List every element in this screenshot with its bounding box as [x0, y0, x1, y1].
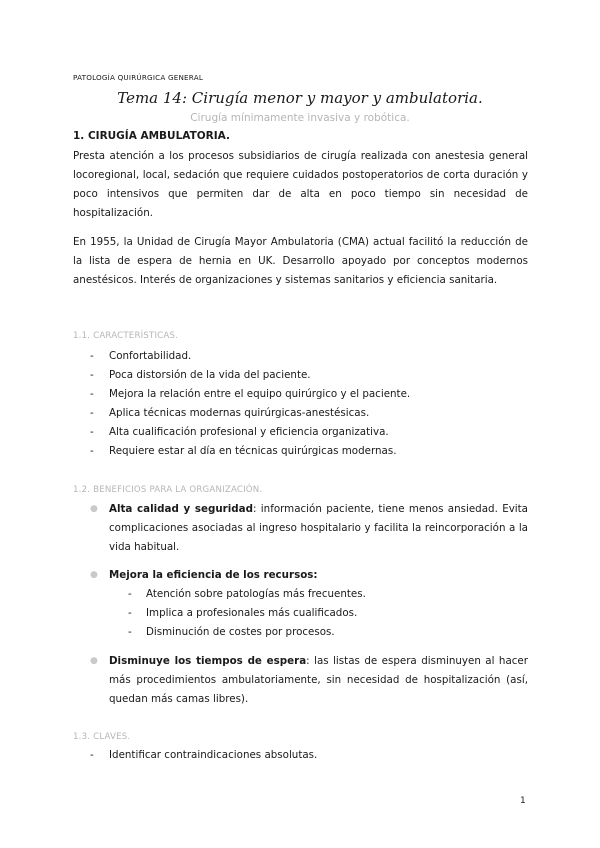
list-item: - Confortabilidad. — [90, 350, 192, 362]
list-item: - Atención sobre patologías más frecuentes. — [128, 588, 366, 600]
recursos-sublist — [128, 585, 528, 642]
course-name: PATOLOGÍA QUIRÚRGICA GENERAL — [73, 73, 204, 82]
list-item: - Poca distorsión de la vida del paciente. — [90, 369, 311, 381]
section-heading-cirugia-ambulatoria: 1. CIRUGÍA AMBULATORIA. — [73, 130, 230, 142]
bullet-dot: ● — [90, 656, 98, 666]
list-item: - Alta cualificación profesional y eficiencia organizativa. — [90, 426, 389, 438]
paragraph-intro: Presta atención a los procesos subsidiarios de cirugía realizada con anestesia general locoregional, local, sedación que requiere cuidados postoperatorios de corta duración y poco intensivos que permiten dar de alta en poco tiempo sin necesidad de hospitalización. — [73, 150, 528, 219]
section-heading-beneficios: 1.2. BENEFICIOS PARA LA ORGANIZACIÓN. — [73, 485, 263, 495]
benefit-eficiencia-recursos: ● Mejora la eficiencia de los recursos: — [90, 566, 528, 585]
benefit-tiempos-espera: ● Disminuye los tiempos de espera: las listas de espera disminuyen al hacer más procedimientos ambulatoriamente, sin necesidad de hospitalización (así, quedan más camas libres). — [90, 652, 528, 709]
page-title: Tema 14: Cirugía menor y mayor y ambulatoria. — [117, 89, 483, 107]
page-number: 1 — [520, 796, 526, 806]
list-item: - Aplica técnicas modernas quirúrgicas-anestésicas. — [90, 407, 370, 419]
section-heading-claves: 1.3. CLAVES. — [73, 732, 131, 742]
list-item: - Identificar contraindicaciones absolutas. — [90, 749, 318, 761]
page-subtitle: Cirugía mínimamente invasiva y robótica. — [190, 112, 410, 124]
claves-list — [90, 746, 530, 765]
list-item: - Disminución de costes por procesos. — [128, 626, 335, 638]
bullet-dot: ● — [90, 570, 98, 580]
paragraph-history: En 1955, la Unidad de Cirugía Mayor Ambulatoria (CMA) actual facilitó la reducción de la lista de espera de hernia en UK. Desarrollo apoyado por conceptos modernos anestésicos. Interés de organizaciones y sistemas sanitarios y eficiencia sanitaria. — [73, 236, 528, 286]
list-item: - Mejora la relación entre el equipo quirúrgico y el paciente. — [90, 388, 411, 400]
section-heading-caracteristicas: 1.1. CARACTERÍSTICAS. — [73, 331, 179, 341]
list-item: - Implica a profesionales más cualificados. — [128, 607, 358, 619]
characteristics-list — [90, 347, 530, 461]
benefit-calidad-seguridad: ● Alta calidad y seguridad: información paciente, tiene menos ansiedad. Evita complicaciones asociadas al ingreso hospitalario y facilita la reincorporación a la vida habitual. — [90, 500, 528, 557]
list-item: - Requiere estar al día en técnicas quirúrgicas modernas. — [90, 445, 397, 457]
bullet-dot: ● — [90, 504, 98, 514]
